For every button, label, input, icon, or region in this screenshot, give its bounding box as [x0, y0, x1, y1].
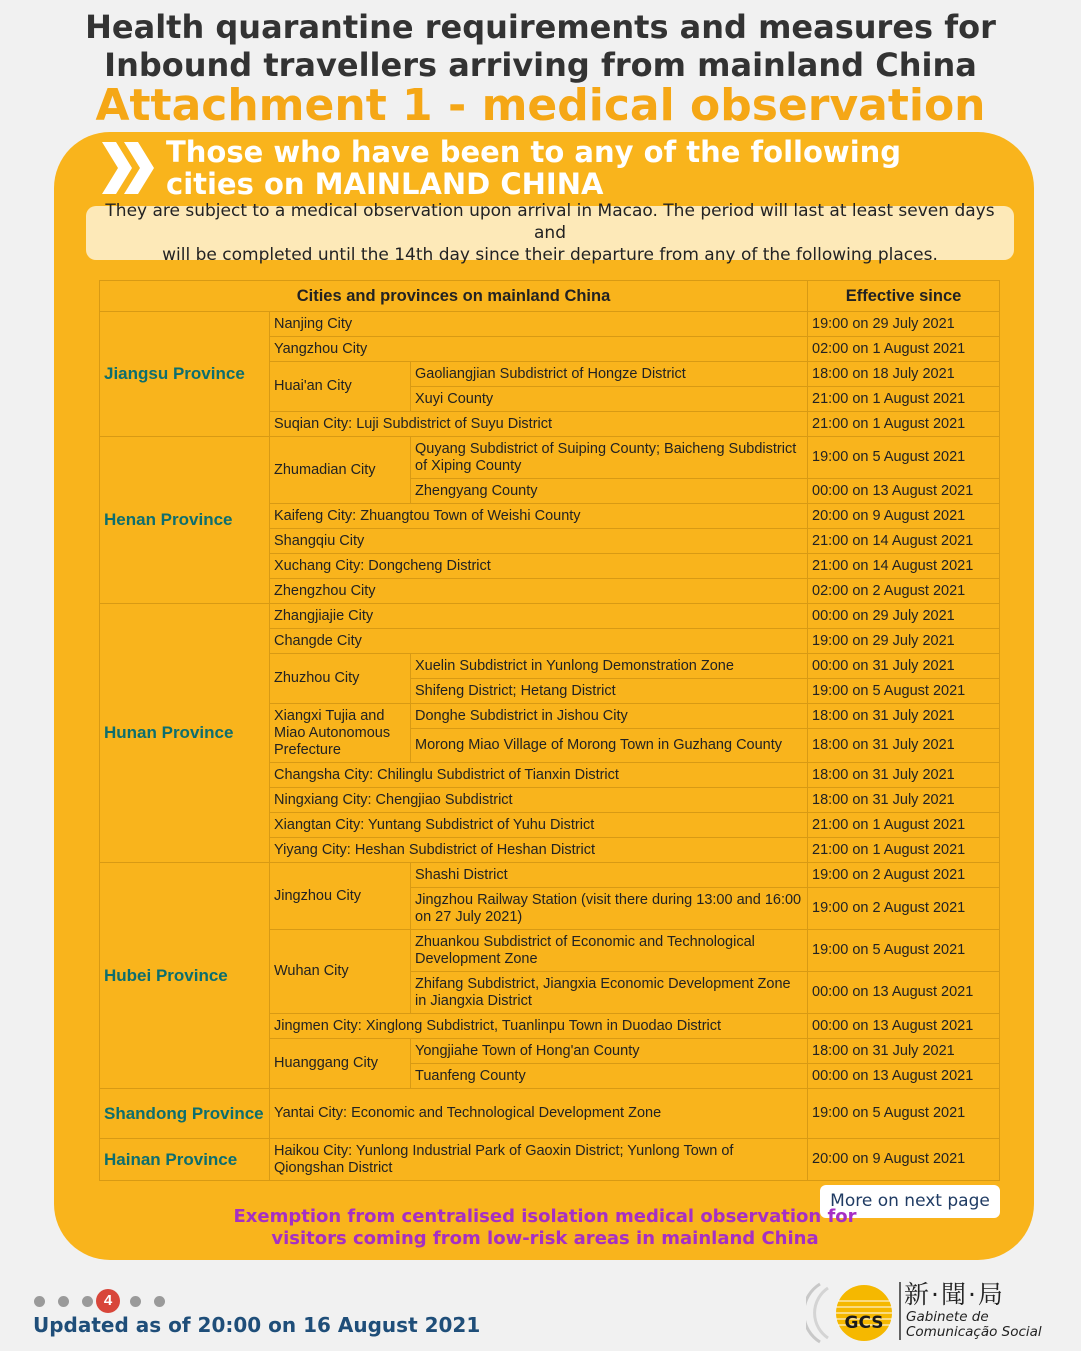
area-cell: Zhuankou Subdistrict of Economic and Technological Development Zone [411, 930, 808, 972]
date-cell: 00:00 on 31 July 2021 [808, 654, 1000, 679]
double-chevron-right-icon [100, 140, 160, 196]
date-cell: 18:00 on 31 July 2021 [808, 1039, 1000, 1064]
date-cell: 02:00 on 2 August 2021 [808, 579, 1000, 604]
page-dot[interactable] [154, 1296, 165, 1307]
date-cell: 18:00 on 31 July 2021 [808, 704, 1000, 729]
notice-line-2: will be completed until the 14th day since their departure from any of the following places. [162, 245, 938, 265]
city-cell: Wuhan City [270, 930, 411, 1014]
table-row [100, 1089, 1000, 1139]
table-row [100, 1139, 1000, 1181]
current-page-badge[interactable]: 4 [96, 1289, 120, 1313]
table-row [100, 863, 1000, 888]
date-cell: 19:00 on 5 August 2021 [808, 1089, 1000, 1139]
date-cell: 18:00 on 31 July 2021 [808, 788, 1000, 813]
city-cell: Xuchang City: Dongcheng District [270, 554, 808, 579]
date-cell: 19:00 on 2 August 2021 [808, 888, 1000, 930]
date-cell: 21:00 on 1 August 2021 [808, 838, 1000, 863]
date-cell: 20:00 on 9 August 2021 [808, 1139, 1000, 1181]
more-on-next-page-button[interactable]: More on next page [820, 1185, 1000, 1218]
city-cell: Huanggang City [270, 1039, 411, 1089]
date-cell: 00:00 on 13 August 2021 [808, 972, 1000, 1014]
province-shandong: Shandong Province [100, 1089, 270, 1139]
date-cell: 00:00 on 13 August 2021 [808, 1064, 1000, 1089]
header-effective: Effective since [808, 281, 1000, 312]
date-cell: 18:00 on 31 July 2021 [808, 729, 1000, 763]
date-cell: 19:00 on 29 July 2021 [808, 629, 1000, 654]
notice-line-1: They are subject to a medical observation upon arrival in Macao. The period will last at least seven days and [105, 201, 995, 243]
city-cell: Jingzhou City [270, 863, 411, 930]
table-row [100, 437, 1000, 479]
section-heading [166, 136, 986, 200]
date-cell: 21:00 on 14 August 2021 [808, 529, 1000, 554]
logo-mark: GCS [844, 1313, 884, 1333]
city-cell: Zhuzhou City [270, 654, 411, 704]
city-cell: Zhangjiajie City [270, 604, 808, 629]
exemption-line-1: Exemption from centralised isolation medical observation for [233, 1206, 857, 1227]
exemption-link[interactable] [200, 1206, 890, 1250]
city-cell: Changsha City: Chilinglu Subdistrict of Tianxin District [270, 763, 808, 788]
city-cell: Zhumadian City [270, 437, 411, 504]
date-cell: 19:00 on 5 August 2021 [808, 679, 1000, 704]
province-hubei: Hubei Province [100, 863, 270, 1089]
section-heading-line-1: Those who have been to any of the following [166, 135, 902, 169]
date-cell: 21:00 on 1 August 2021 [808, 387, 1000, 412]
area-cell: Morong Miao Village of Morong Town in Guzhang County [411, 729, 808, 763]
logo-line-2: Comunicação Social [906, 1324, 1042, 1340]
date-cell: 02:00 on 1 August 2021 [808, 337, 1000, 362]
page-dot[interactable] [130, 1296, 141, 1307]
date-cell: 19:00 on 5 August 2021 [808, 437, 1000, 479]
date-cell: 19:00 on 29 July 2021 [808, 312, 1000, 337]
table-row [100, 312, 1000, 337]
date-cell: 21:00 on 14 August 2021 [808, 554, 1000, 579]
date-cell: 19:00 on 2 August 2021 [808, 863, 1000, 888]
date-cell: 18:00 on 31 July 2021 [808, 763, 1000, 788]
logo-chinese-name: 新·聞·局 [904, 1280, 1005, 1309]
date-cell: 21:00 on 1 August 2021 [808, 412, 1000, 437]
area-cell: Shashi District [411, 863, 808, 888]
city-cell: Kaifeng City: Zhuangtou Town of Weishi County [270, 504, 808, 529]
date-cell: 20:00 on 9 August 2021 [808, 504, 1000, 529]
area-cell: Xuyi County [411, 387, 808, 412]
title-line-1: Health quarantine requirements and measures for [85, 8, 996, 46]
date-cell: 00:00 on 29 July 2021 [808, 604, 1000, 629]
title-line-2: Inbound travellers arriving from mainland China [104, 46, 977, 84]
area-cell: Quyang Subdistrict of Suiping County; Baicheng Subdistrict of Xiping County [411, 437, 808, 479]
locations-table [99, 280, 1000, 1181]
area-cell: Jingzhou Railway Station (visit there during 13:00 and 16:00 on 27 July 2021) [411, 888, 808, 930]
city-cell: Yantai City: Economic and Technological Development Zone [270, 1089, 808, 1139]
header-places: Cities and provinces on mainland China [100, 281, 808, 312]
area-cell: Gaoliangjian Subdistrict of Hongze District [411, 362, 808, 387]
area-cell: Donghe Subdistrict in Jishou City [411, 704, 808, 729]
table-row [100, 604, 1000, 629]
city-cell: Huai'an City [270, 362, 411, 412]
section-heading-line-2: cities on MAINLAND CHINA [166, 167, 604, 201]
date-cell: 18:00 on 18 July 2021 [808, 362, 1000, 387]
page-subtitle: Attachment 1 - medical observation [95, 80, 986, 131]
updated-timestamp: Updated as of 20:00 on 16 August 2021 [33, 1313, 481, 1337]
area-cell: Zhengyang County [411, 479, 808, 504]
observation-notice [86, 201, 1014, 265]
city-cell: Yiyang City: Heshan Subdistrict of Heshan District [270, 838, 808, 863]
page-dot[interactable] [34, 1296, 45, 1307]
city-cell: Suqian City: Luji Subdistrict of Suyu District [270, 412, 808, 437]
province-jiangsu: Jiangsu Province [100, 312, 270, 437]
city-cell: Xiangxi Tujia and Miao Autonomous Prefecture [270, 704, 411, 763]
date-cell: 21:00 on 1 August 2021 [808, 813, 1000, 838]
city-cell: Haikou City: Yunlong Industrial Park of Gaoxin District; Yunlong Town of Qiongshan District [270, 1139, 808, 1181]
city-cell: Yangzhou City [270, 337, 808, 362]
area-cell: Yongjiahe Town of Hong'an County [411, 1039, 808, 1064]
date-cell: 00:00 on 13 August 2021 [808, 479, 1000, 504]
area-cell: Shifeng District; Hetang District [411, 679, 808, 704]
city-cell: Zhengzhou City [270, 579, 808, 604]
area-cell: Tuanfeng County [411, 1064, 808, 1089]
logo-line-1: Gabinete de [906, 1309, 989, 1325]
table-header-row [100, 281, 1000, 312]
area-cell: Zhifang Subdistrict, Jiangxia Economic Development Zone in Jiangxia District [411, 972, 808, 1014]
city-cell: Shangqiu City [270, 529, 808, 554]
date-cell: 19:00 on 5 August 2021 [808, 930, 1000, 972]
page-dot[interactable] [82, 1296, 93, 1307]
province-hunan: Hunan Province [100, 604, 270, 863]
area-cell: Xuelin Subdistrict in Yunlong Demonstration Zone [411, 654, 808, 679]
page-dot[interactable] [58, 1296, 69, 1307]
logo-portuguese-name [906, 1310, 1076, 1340]
city-cell: Changde City [270, 629, 808, 654]
province-henan: Henan Province [100, 437, 270, 604]
page-title [0, 8, 1081, 84]
city-cell: Jingmen City: Xinglong Subdistrict, Tuanlinpu Town in Duodao District [270, 1014, 808, 1039]
province-hainan: Hainan Province [100, 1139, 270, 1181]
city-cell: Nanjing City [270, 312, 808, 337]
city-cell: Xiangtan City: Yuntang Subdistrict of Yuhu District [270, 813, 808, 838]
date-cell: 00:00 on 13 August 2021 [808, 1014, 1000, 1039]
city-cell: Ningxiang City: Chengjiao Subdistrict [270, 788, 808, 813]
exemption-line-2: visitors coming from low-risk areas in mainland China [271, 1228, 819, 1249]
